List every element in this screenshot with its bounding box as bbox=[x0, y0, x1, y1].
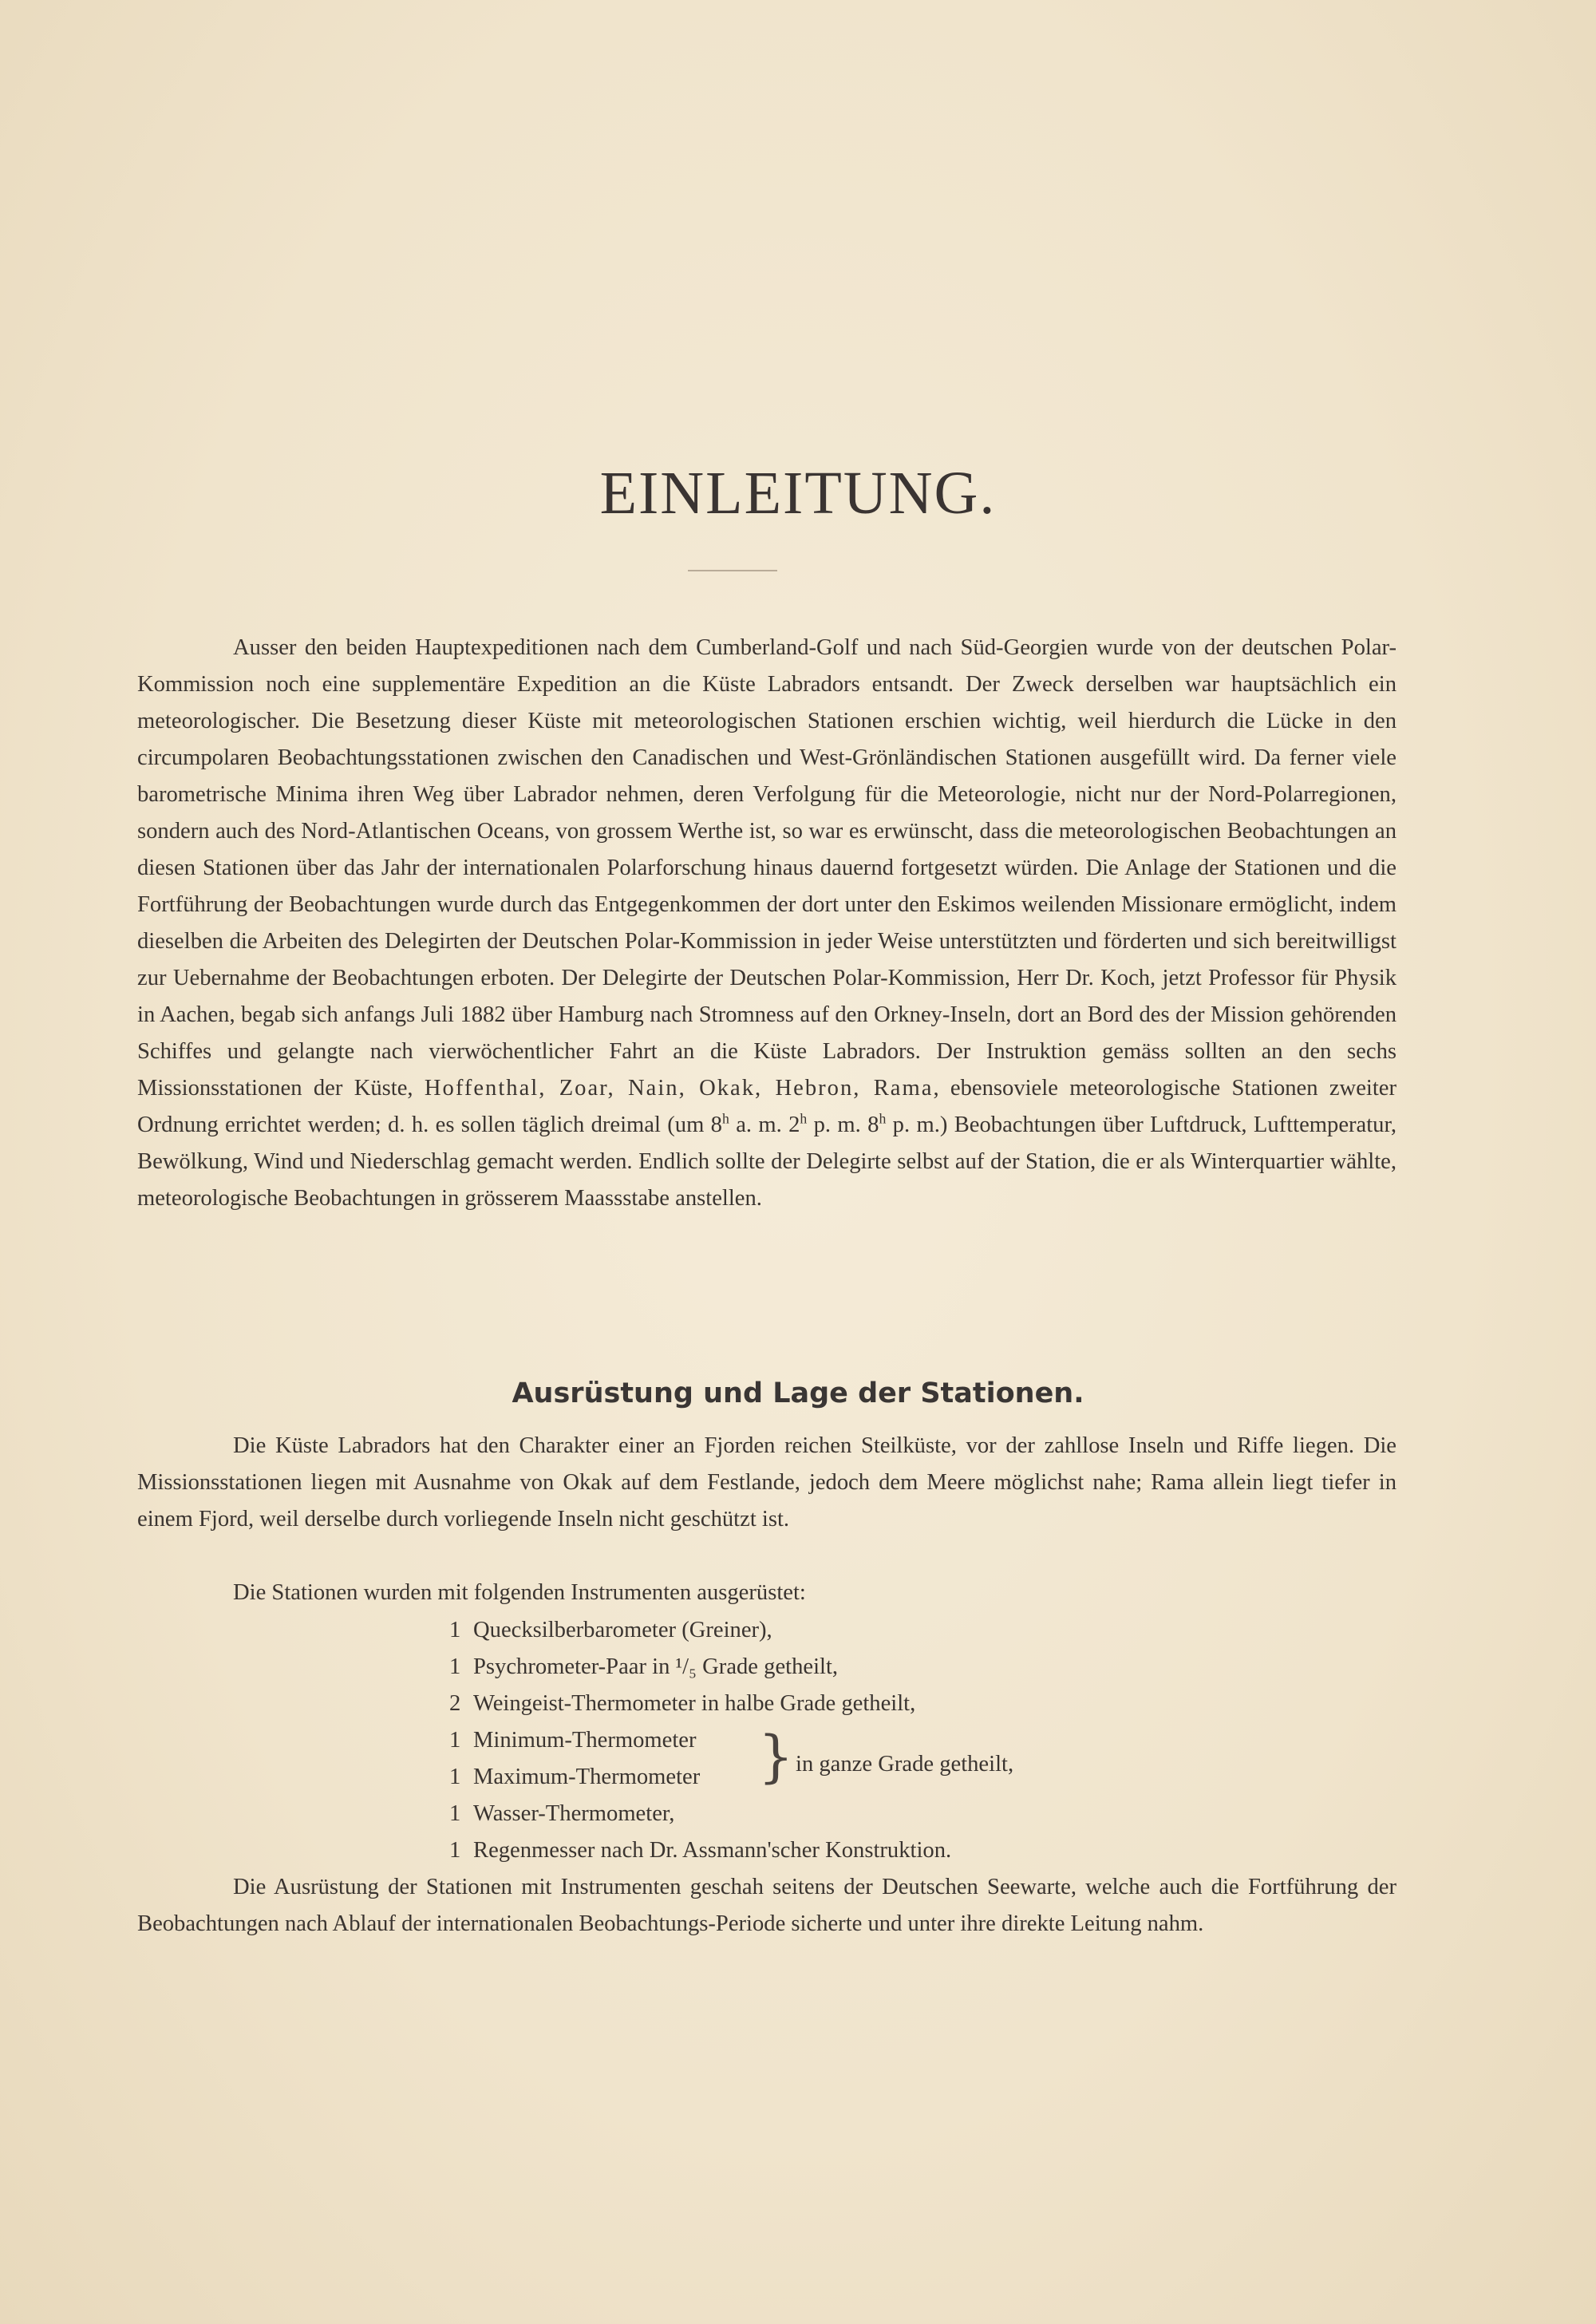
instruments-intro bbox=[137, 1575, 1396, 1611]
item-count: 1 bbox=[449, 1801, 461, 1826]
item-text: Weingeist-Thermometer in halbe Grade getheilt, bbox=[473, 1691, 916, 1716]
item-text: Regenmesser nach Dr. Assmann'scher Konstruktion. bbox=[473, 1838, 952, 1863]
hour-superscript: h bbox=[879, 1110, 887, 1127]
coast-paragraph-text: Die Küste Labradors hat den Charakter einer an Fjorden reichen Steilküste, vor der zahllose Inseln und Riffe liegen. Die Missionsstationen liegen mit Ausnahme von Okak auf dem Festlande, jedoch dem Meere möglichst nahe; Rama allein liegt tiefer in einem Fjord, weil derselbe durch vorliegende Inseln nicht geschützt ist. bbox=[137, 1433, 1396, 1532]
hour-superscript: h bbox=[800, 1110, 808, 1127]
para1-text-pm: p. m. 8 bbox=[807, 1113, 879, 1137]
list-item bbox=[449, 1686, 1167, 1722]
station-names: Hoffenthal, Zoar, Nain, Okak, Hebron, Rama bbox=[424, 1076, 934, 1101]
para1-text-a: Ausser den beiden Hauptexpeditionen nach dem Cumberland-Golf und nach Süd-Georgien wurde von der deutschen Polar-Kommission noch eine supplementäre Expedition an die Küste Labradors entsandt. Der Zweck derselben war hauptsächlich ein meteorologischer. Die Besetzung dieser Küste mit meteorologischen Stationen erschien wichtig, weil hierdurch die Lücke in den circumpolaren Beobachtungsstationen zwischen den Canadischen und West-Grönländischen Stationen ausgefüllt wird. Da ferner viele barometrische Minima ihren Weg über Labrador nehmen, deren Verfolgung für die Meteorologie, nicht nur der Nord-Polarregionen, sondern auch des Nord-Atlantischen Oceans, von grossem Werthe ist, so war es erwünscht, dass die meteorologischen Beobachtungen an diesen Stationen über das Jahr der internationalen Polarforschung hinaus dauernd fortgesetzt würden. Die Anlage der Stationen und die Fortführung der Beobachtungen wurde durch das Entgegenkommen der dort unter den Eskimos weilenden Missionare ermöglicht, indem dieselben die Arbeiten des Delegirten der Deutschen Polar-Kommission in jeder Weise unterstützten und förderten und sich bereitwilligst zur Uebernahme der Beobachtungen erboten. Der Delegirte der Deutschen Polar-Kommission, Herr Dr. Koch, jetzt Professor für Physik in Aachen, begab sich anfangs Juli 1882 über Hamburg nach Stromness auf den Orkney-Inseln, dort an Bord des der Mission gehörenden Schiffes und gelangte nach vierwöchentlicher Fahrt an die Küste Labradors. Der Instruktion gemäss sollten an den sechs Missionsstationen der Küste, bbox=[137, 635, 1396, 1101]
item-text: Wasser-Thermometer, bbox=[473, 1801, 675, 1826]
item-count: 1 bbox=[449, 1728, 461, 1753]
list-item bbox=[449, 1612, 1167, 1649]
item-text: Maximum-Thermometer bbox=[473, 1765, 701, 1789]
section-heading: Ausrüstung und Lage der Stationen. bbox=[512, 1377, 1084, 1409]
coast-paragraph bbox=[137, 1428, 1396, 1538]
instruments-intro-text: Die Stationen wurden mit folgenden Instrumenten ausgerüstet: bbox=[233, 1580, 806, 1605]
hour-superscript: h bbox=[721, 1110, 729, 1127]
instrument-list bbox=[449, 1612, 1167, 1869]
item-text: Quecksilberbarometer (Greiner), bbox=[473, 1618, 772, 1642]
introduction-paragraph bbox=[137, 630, 1396, 1217]
item-count: 2 bbox=[449, 1691, 461, 1716]
para1-text-am: a. m. 2 bbox=[729, 1113, 800, 1137]
item-count: 1 bbox=[449, 1654, 461, 1679]
closing-paragraph-text: Die Ausrüstung der Stationen mit Instrumenten geschah seitens der Deutschen Seewarte, welche auch die Fortführung der Beobachtungen nach Ablauf der internationalen Beobachtungs-Periode sicherte und unter ihre direkte Leitung nahm. bbox=[137, 1875, 1396, 1936]
item-text: Psychrometer-Paar in ¹/₅ Grade getheilt, bbox=[473, 1654, 839, 1679]
brace-label: in ganze Grade getheilt, bbox=[796, 1752, 1014, 1777]
item-count: 1 bbox=[449, 1838, 461, 1863]
list-item bbox=[449, 1832, 1167, 1869]
item-count: 1 bbox=[449, 1618, 461, 1642]
page-title: EINLEITUNG. bbox=[599, 460, 997, 527]
list-item bbox=[449, 1796, 1167, 1832]
para1-text-c: p. m.) Beobachtungen über Luftdruck, Lufttemperatur, Bewölkung, Wind und Niederschlag gemacht werden. Endlich sollte der Delegirte selbst auf der Station, die er als Winterquartier wählte, meteorologische Beobachtungen in grösserem Maassstabe anstellen. bbox=[137, 1113, 1396, 1211]
item-text: Minimum-Thermometer bbox=[473, 1728, 697, 1753]
para1-text-b: , ebensoviele meteorologische Stationen zweiter Ordnung errichtet werden; d. h. es sollen täglich dreimal (um 8 bbox=[137, 1076, 1396, 1137]
list-item bbox=[449, 1649, 1167, 1686]
closing-paragraph bbox=[137, 1869, 1396, 1943]
title-divider bbox=[688, 570, 777, 571]
item-count: 1 bbox=[449, 1765, 461, 1789]
curly-brace-icon: } bbox=[758, 1724, 794, 1789]
